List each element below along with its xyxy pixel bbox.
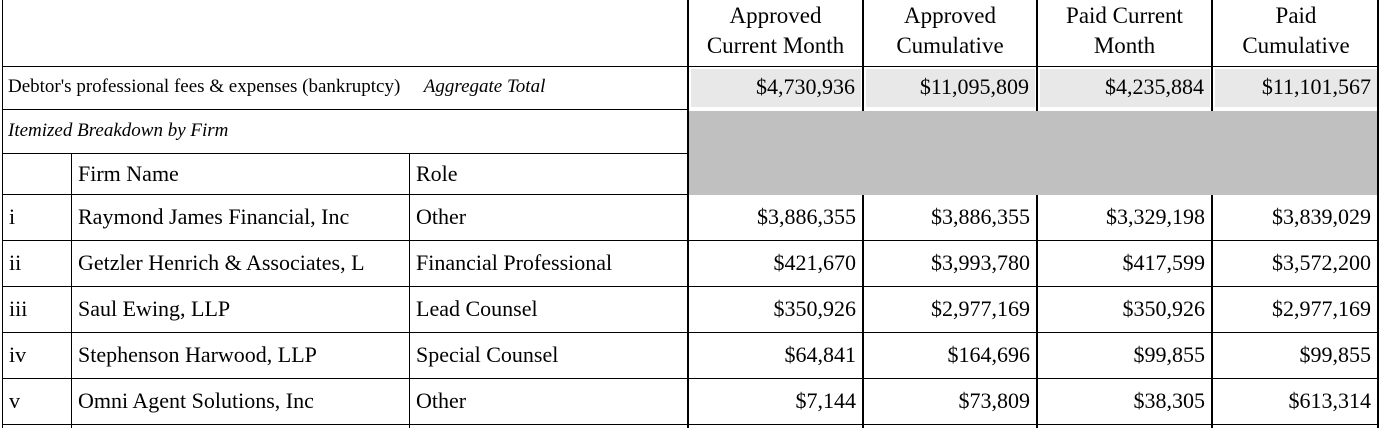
grid-line bbox=[2, 240, 1379, 241]
row-approved-current: $3,886,355 bbox=[757, 204, 856, 229]
grid-line bbox=[409, 154, 410, 428]
row-approved-cumulative: $73,809 bbox=[958, 388, 1030, 413]
row-approved-cumulative: $164,696 bbox=[947, 342, 1030, 367]
grid-line bbox=[2, 194, 689, 195]
aggregate-approved-cumulative: $11,095,809 bbox=[866, 69, 1035, 107]
row-paid-current: $417,599 bbox=[1122, 250, 1205, 275]
row-index: i bbox=[9, 204, 16, 229]
subheader-firm-name: Firm Name bbox=[78, 161, 179, 186]
grid-line bbox=[1036, 0, 1038, 111]
row-approved-current: $350,926 bbox=[773, 296, 856, 321]
grid-line bbox=[862, 195, 864, 428]
row-index: iii bbox=[9, 296, 28, 321]
grid-line bbox=[2, 378, 1379, 379]
row-approved-current: $7,144 bbox=[795, 388, 856, 413]
row-firm: Saul Ewing, LLP bbox=[78, 296, 231, 321]
row-approved-current: $64,841 bbox=[784, 342, 856, 367]
header-line: Cumulative bbox=[896, 33, 1004, 58]
header-line: Approved bbox=[729, 3, 822, 28]
grid-line bbox=[687, 0, 689, 428]
row-role: Financial Professional bbox=[416, 250, 613, 275]
header-line: Current Month bbox=[706, 33, 845, 58]
row-firm: Raymond James Financial, Inc bbox=[78, 204, 350, 229]
row-approved-cumulative: $3,993,780 bbox=[931, 250, 1030, 275]
aggregate-paid-cumulative: $11,101,567 bbox=[1215, 69, 1377, 107]
grid-line bbox=[2, 66, 1379, 67]
aggregate-approved-current: $4,730,936 bbox=[691, 69, 861, 107]
row-index: iv bbox=[9, 342, 27, 367]
row-firm: Omni Agent Solutions, Inc bbox=[78, 388, 314, 413]
grid-line bbox=[2, 109, 689, 110]
row-paid-current: $38,305 bbox=[1133, 388, 1205, 413]
grid-line bbox=[1211, 195, 1213, 428]
header-approved-cumulative bbox=[864, 0, 1036, 66]
row-paid-cumulative: $3,839,029 bbox=[1272, 204, 1371, 229]
aggregate-qualifier: Aggregate Total bbox=[423, 76, 546, 97]
row-paid-current: $99,855 bbox=[1133, 342, 1205, 367]
row-role: Special Counsel bbox=[416, 342, 559, 367]
header-line: Paid Current bbox=[1066, 3, 1183, 28]
row-paid-cumulative: $3,572,200 bbox=[1272, 250, 1371, 275]
grid-line bbox=[862, 0, 864, 111]
row-paid-current: $350,926 bbox=[1122, 296, 1205, 321]
row-paid-cumulative: $2,977,169 bbox=[1272, 296, 1371, 321]
row-approved-current: $421,670 bbox=[773, 250, 856, 275]
header-line: Approved bbox=[904, 3, 996, 28]
grid-line bbox=[1036, 195, 1038, 428]
row-role: Other bbox=[416, 388, 467, 413]
row-paid-cumulative: $99,855 bbox=[1299, 342, 1371, 367]
row-firm: Stephenson Harwood, LLP bbox=[78, 342, 317, 367]
grid-line bbox=[1211, 0, 1213, 111]
grid-line bbox=[2, 424, 1379, 425]
aggregate-label bbox=[3, 67, 687, 109]
grid-line bbox=[71, 154, 72, 428]
row-approved-cumulative: $3,886,355 bbox=[931, 204, 1030, 229]
grid-line bbox=[2, 0, 3, 428]
grid-line bbox=[2, 332, 1379, 333]
header-paid-current-month bbox=[1038, 0, 1211, 66]
row-firm: Getzler Henrich & Associates, L bbox=[78, 250, 365, 275]
grid-line bbox=[2, 286, 1379, 287]
header-paid-cumulative bbox=[1213, 0, 1379, 66]
row-approved-cumulative: $2,977,169 bbox=[931, 296, 1030, 321]
row-role: Other bbox=[416, 204, 467, 229]
row-index: ii bbox=[9, 250, 22, 275]
row-index: v bbox=[9, 388, 20, 413]
row-role: Lead Counsel bbox=[416, 296, 538, 321]
aggregate-paid-current: $4,235,884 bbox=[1040, 69, 1210, 107]
subheader-role: Role bbox=[416, 161, 458, 186]
header-line: Paid bbox=[1275, 3, 1317, 28]
header-line: Cumulative bbox=[1242, 33, 1350, 58]
row-paid-current: $3,329,198 bbox=[1106, 204, 1205, 229]
row-paid-cumulative: $613,314 bbox=[1288, 388, 1371, 413]
breakdown-title: Itemized Breakdown by Firm bbox=[8, 120, 229, 141]
shaded-blank-area bbox=[689, 111, 1379, 195]
aggregate-description: Debtor's professional fees & expenses (bankruptcy) bbox=[8, 76, 401, 97]
grid-line bbox=[2, 153, 689, 154]
header-approved-current-month bbox=[689, 0, 862, 66]
header-line: Month bbox=[1093, 33, 1156, 58]
